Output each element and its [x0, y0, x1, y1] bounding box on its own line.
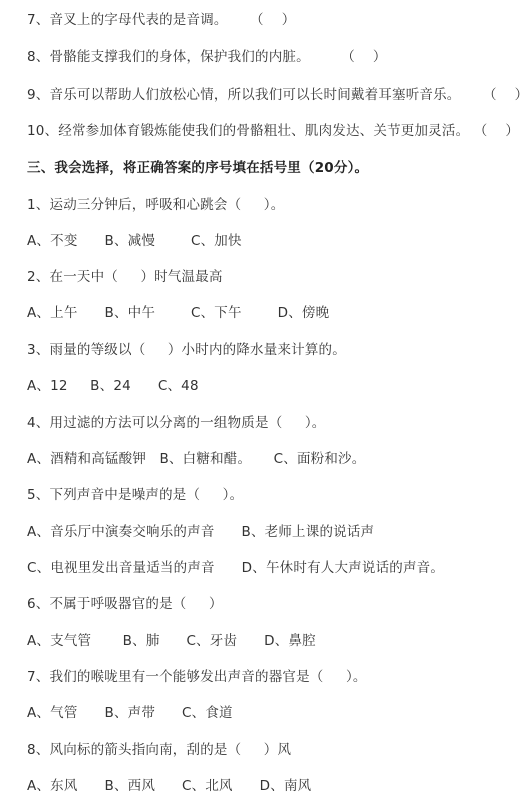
question-line: 4、用过滤的方法可以分离的一组物质是（ ）。 — [27, 415, 326, 431]
answer-options: A、上午 B、中午 C、下午 D、傍晚 — [27, 305, 330, 321]
question-line: 1、运动三分钟后，呼吸和心跳会（ ）。 — [27, 197, 285, 213]
answer-options: A、东风 B、西风 C、北风 D、南风 — [27, 778, 312, 794]
section-heading: 三、我会选择，将正确答案的序号填在括号里（20分）。 — [27, 160, 369, 176]
answer-options: A、12 B、24 C、48 — [27, 378, 199, 394]
answer-options: A、气管 B、声带 C、食道 — [27, 705, 233, 721]
answer-options: C、电视里发出音量适当的声音 D、午休时有人大声说话的声音。 — [27, 560, 445, 576]
question-line: 9、音乐可以帮助人们放松心情，所以我们可以长时间戴着耳塞听音乐。 （ ） — [27, 87, 529, 103]
question-line: 3、雨量的等级以（ ）小时内的降水量来计算的。 — [27, 342, 346, 358]
question-line: 6、不属于呼吸器官的是（ ） — [27, 596, 223, 612]
answer-options: A、不变 B、减慢 C、加快 — [27, 233, 242, 249]
answer-options: A、音乐厅中演奏交响乐的声音 B、老师上课的说话声 — [27, 524, 375, 540]
question-line: 10、经常参加体育锻炼能使我们的骨骼粗壮、肌肉发达、关节更加灵活。 （ ） — [27, 123, 520, 139]
question-line: 2、在一天中（ ）时气温最高 — [27, 269, 223, 285]
question-line: 7、音叉上的字母代表的是音调。 （ ） — [27, 12, 296, 28]
answer-options: A、酒精和高锰酸钾 B、白糖和醋。 C、面粉和沙。 — [27, 451, 366, 467]
question-line: 7、我们的喉咙里有一个能够发出声音的器官是（ ）。 — [27, 669, 367, 685]
question-line: 8、风向标的箭头指向南，刮的是（ ）风 — [27, 742, 292, 758]
question-line: 8、骨骼能支撑我们的身体，保护我们的内脏。 （ ） — [27, 49, 387, 65]
question-line: 5、下列声音中是噪声的是（ ）。 — [27, 487, 244, 503]
answer-options: A、支气管 B、肺 C、牙齿 D、鼻腔 — [27, 633, 316, 649]
